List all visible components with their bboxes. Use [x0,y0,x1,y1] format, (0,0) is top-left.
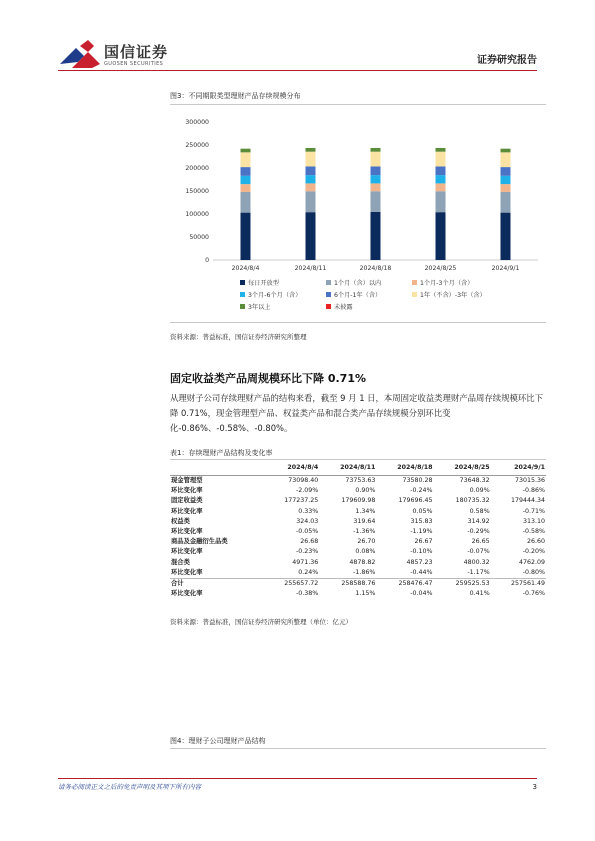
table-row-label: 现金管理型 [171,477,203,484]
bar-segment [306,175,316,183]
table-row [170,589,546,599]
bar-segment [371,212,381,260]
bar-segment [501,184,511,192]
table-row [170,527,546,537]
bar-segment [371,166,381,175]
table-row [170,568,546,579]
bar-segment [241,184,251,192]
table-cell: -0.86% [522,487,545,495]
table-cell: 26.70 [357,538,376,546]
table-cell: 179696.45 [398,497,433,505]
table-cell: -0.20% [522,548,545,556]
table-cell: 179444.34 [510,497,545,505]
bar-segment [371,175,381,183]
table-cell: -0.71% [522,507,545,515]
y-tick-label: 200000 [185,165,209,172]
table-header-date: 2024/8/11 [340,464,376,471]
table-cell: 0.05% [412,507,433,515]
y-tick-label: 50000 [189,234,209,241]
table-row [170,547,546,557]
section-heading: 固定收益类产品周规模环比下降 0.71% [170,372,366,385]
table-cell: 26.68 [300,538,319,546]
table-cell: -0.05% [295,528,319,536]
table-row-label: 环比变化率 [171,590,203,598]
bar-segment [371,183,381,191]
figure3-title: 图3：不同期限类型理财产品存续规模分布 [170,92,301,100]
table-cell: 73648.32 [459,477,490,484]
figure4-divider [170,748,546,749]
table-row-label: 商品及金融衍生品类 [171,538,228,546]
page-number: 3 [532,783,537,791]
legend-swatch [412,292,417,297]
table-cell: 73015.36 [514,477,545,484]
table-cell: 4857.23 [406,558,433,566]
table-cell: 0.90% [355,487,376,495]
table-row-label: 环比变化率 [171,568,203,576]
table-body [170,476,546,600]
bar-segment [241,213,251,260]
bar-segment [436,152,446,167]
figure3-source: 资料来源：普益标准，国信证券经济研究所整理 [170,333,307,341]
legend-label: 3个月-6个月（含） [248,292,302,299]
bar-segment [436,212,446,260]
table-cell: -0.10% [410,548,433,556]
legend-swatch [240,292,245,297]
table-header-date: 2024/8/4 [287,464,319,471]
legend-swatch [326,292,331,297]
y-tick-label: 100000 [185,211,209,218]
legend-label: 3年以上 [248,304,271,311]
table-row-label: 固定收益类 [171,497,203,505]
table-row-label: 合计 [171,580,184,588]
table-cell: 0.08% [355,548,376,556]
footer-divider [58,778,537,779]
bar-segment [306,148,316,152]
table-cell: 314.92 [467,517,490,525]
legend-swatch [240,304,245,309]
table-cell: -0.07% [467,548,490,556]
bar-segment [241,152,251,167]
bar-segment [241,167,251,176]
table-row [170,579,546,590]
table-cell: -0.44% [410,568,433,576]
bar-segment [371,191,381,212]
legend-label: 1年（不含）-3年（含） [420,292,486,299]
bar-segment [501,192,511,213]
table-cell: 324.03 [296,517,319,525]
table-cell: 1.15% [355,590,376,598]
table-cell: 4878.82 [349,558,376,566]
bar-segment [241,176,251,184]
bar-segment [306,212,316,260]
table-cell: 26.65 [471,538,490,546]
table1 [170,459,546,599]
bar-segment [241,149,251,153]
table-cell: 179609.98 [341,497,376,505]
bar-segment [501,167,511,176]
table-cell: 73753.63 [345,477,376,484]
table-cell: 26.67 [414,538,433,546]
table-cell: 0.41% [469,590,490,598]
table-cell: 177237.25 [284,497,319,505]
table-cell: -1.86% [353,568,376,576]
bar-segment [306,166,316,175]
bar-segment [436,175,446,183]
legend-swatch [240,280,245,285]
table-cell: -0.04% [410,590,433,598]
bar-segment [436,191,446,212]
table-row-label: 环比变化率 [171,528,203,536]
table-row-label: 环比变化率 [171,548,203,556]
table-row [170,537,546,547]
table-row-label: 权益类 [171,517,190,525]
bar-segment [306,152,316,167]
table-cell: -0.76% [522,590,545,598]
table-header-date: 2024/9/1 [514,464,545,471]
table-cell: -0.58% [522,528,545,536]
table-header-date: 2024/8/25 [454,464,490,471]
table-cell: 0.33% [298,507,319,515]
table-cell: -0.24% [410,487,433,495]
table-row-label: 混合类 [171,558,190,566]
table-cell: 4971.36 [292,558,319,566]
table-cell: 0.24% [298,568,319,576]
bar-segment [501,176,511,184]
bar-segment [501,149,511,153]
legend-label: 每日开放型 [248,280,279,287]
table-cell: 258588.76 [341,580,376,588]
bar-segment [306,183,316,191]
table-cell: 0.09% [469,487,490,495]
bar-segment [436,183,446,191]
table-cell: 259525.53 [455,580,490,588]
table-cell: 73098.40 [288,477,319,484]
table-header-row [170,460,546,476]
logo-english-name: GUOSEN SECURITIES [104,61,164,67]
table-cell: 73580.28 [402,477,433,484]
bar-segment [501,213,511,260]
table-cell: -0.80% [522,568,545,576]
table-cell: 1.34% [355,507,376,515]
figure3-divider [170,104,546,105]
table-cell: 180735.32 [455,497,490,505]
y-tick-label: 300000 [185,119,209,126]
y-tick-label: 0 [205,257,209,264]
x-tick-label: 2024/9/1 [491,265,520,272]
table-cell: 258476.47 [398,580,433,588]
header-divider [58,70,537,71]
table-cell: -2.09% [295,487,319,495]
table-cell: 257561.49 [510,580,545,588]
table-row [170,517,546,527]
table-row-label: 环比变化率 [171,487,203,495]
table-row [170,476,546,487]
table-cell: -0.38% [295,590,319,598]
legend-swatch [326,280,331,285]
table-header-date: 2024/8/18 [397,464,433,471]
x-tick-label: 2024/8/4 [231,265,260,272]
logo-chinese-name: 国信证券 [104,43,169,61]
table-cell: -1.17% [467,568,490,576]
footer-disclaimer: 请务必阅读正文之后的免责声明及其项下所有内容 [58,783,201,791]
table-row [170,558,546,568]
bar-segment [306,191,316,212]
legend-swatch [412,280,417,285]
figure3-chart [170,110,546,320]
report-type-title: 证券研究报告 [477,55,537,66]
legend-label: 6个月-1年（含） [334,292,382,299]
table-row-label: 环比变化率 [171,507,203,515]
table-cell: -0.29% [467,528,490,536]
table-header-blank [170,460,264,476]
figure4-title: 图4：理财子公司理财产品结构 [170,737,266,745]
x-tick-label: 2024/8/11 [294,265,327,272]
legend-label: 1个月-3个月（含） [420,280,474,287]
table-cell: -1.36% [353,528,376,536]
table-cell: 0.58% [469,507,490,515]
legend-swatch [326,304,331,309]
table-cell: 26.60 [526,538,545,546]
legend-label: 未披露 [334,304,353,311]
table-cell: 4800.32 [463,558,490,566]
bar-segment [371,148,381,152]
figure3-source-divider [170,322,546,323]
bar-segment [436,166,446,175]
table-row [170,507,546,517]
legend-label: 1个月（含）以内 [334,280,382,287]
bar-segment [241,192,251,213]
y-tick-label: 150000 [185,188,209,195]
table-row [170,486,546,496]
x-tick-label: 2024/8/25 [424,265,457,272]
y-tick-label: 250000 [185,142,209,149]
table-cell: -1.19% [410,528,433,536]
table-cell: 319.64 [353,517,376,525]
bar-segment [436,148,446,152]
table1-source: 资料来源：普益标准，国信证券经济研究所整理（单位：亿元） [170,618,352,626]
product-structure-table [170,459,546,599]
table-cell: 255657.72 [284,580,319,588]
x-tick-label: 2024/8/18 [359,265,392,272]
bar-segment [371,152,381,167]
table-cell: 315.83 [410,517,433,525]
table-cell: 313.10 [522,517,545,525]
table1-title: 表1：存续理财产品结构及变化率 [170,449,273,457]
section-paragraph: 从理财子公司存续理财产品的结构来看，截至 9 月 1 日，本周固定收益类理财产品周存续规模环比下降 0.71%，现金管理型产品、权益类产品和混合类产品存续规模分别环比变化-0.86%、-0.58%、-0.80%。 [170,393,544,433]
stacked-bar-chart [170,110,546,320]
table-cell: -0.23% [295,548,319,556]
table-cell: 4762.09 [518,558,545,566]
table-row [170,496,546,506]
bar-segment [501,152,511,167]
guosen-logo-icon [58,40,102,72]
